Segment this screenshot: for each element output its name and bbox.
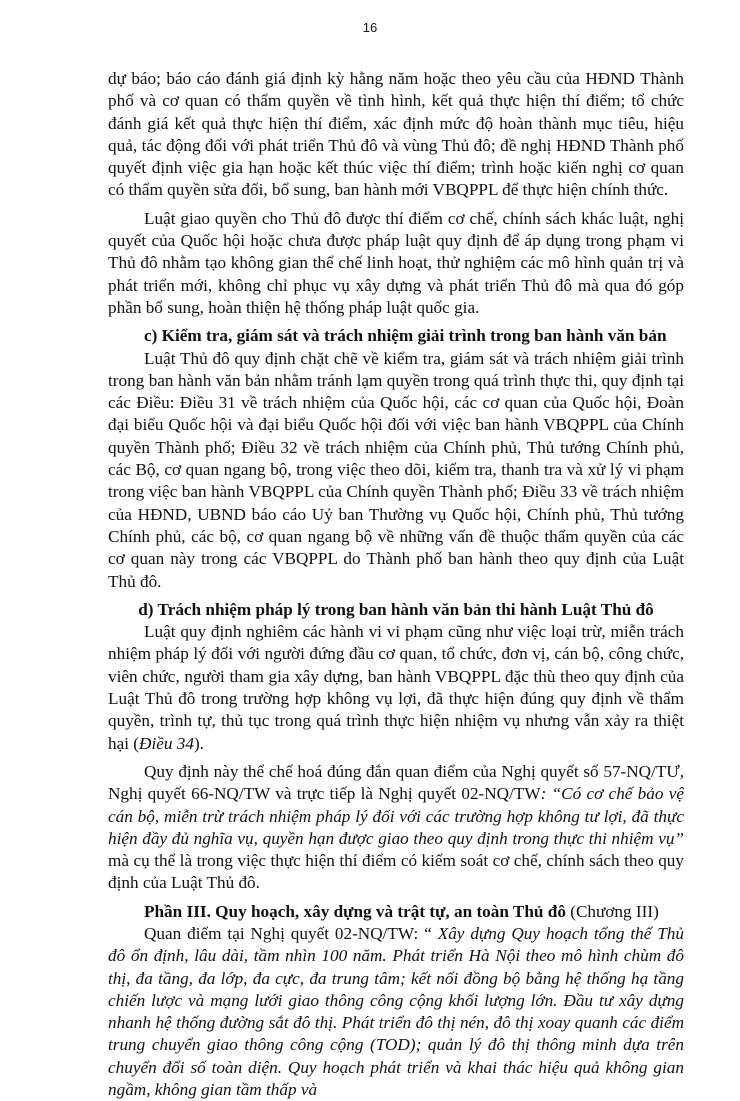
- paragraph-legal-liability: [108, 621, 684, 755]
- liability-text: Luật quy định nghiêm các hành vi vi phạm cũng như việc loại trừ, miễn trách nhiệm pháp lý đối với người đứng đầu cơ quan, tổ chức, đơn vị, cán bộ, công chức, viên chức, người tham gia xây dựng, ban hành VBQPPL đặc thù theo quy định của Luật Thủ đô trong trường hợp không vụ lợi, đã thực hiện đúng quy định về thẩm quyền, trình tự, thủ tục trong quá trình thực hiện nhiệm vụ nhưng vẫn xảy ra thiệt hại (: [108, 622, 684, 753]
- resolution-end: mà cụ thể là trong việc thực hiện thí điểm có kiểm soát cơ chế, chính sách theo quy định của Luật Thủ đô.: [108, 851, 684, 893]
- section-heading-c: c) Kiểm tra, giám sát và trách nhiệm giải trình trong ban hành văn bản: [144, 326, 667, 346]
- planning-quote: Xây dựng Quy hoạch tổng thể Thủ đô ổn định, lâu dài, tầm nhìn 100 năm. Phát triển Hà Nội theo mô hình chùm đô thị, đa tầng, đa lớp, đa cực, đa trung tâm; kết nối đồng bộ bằng hệ thống hạ tầng chiến lược và mạng lưới giao thông công cộng khối lượng lớn. Đầu tư xây dựng nhanh hệ thống đường sắt đô thị. Phát triển đô thị nén, đô thị xoay quanh các điểm trung chuyển giao thông công cộng (TOD); quản lý đô thị thông minh dựa trên chuyển đổi số toàn diện. Quy hoạch phát triển và khai thác hiệu quả không gian ngầm, không gian tầm thấp và: [108, 923, 684, 1100]
- part-three-title: Phần III. Quy hoạch, xây dựng và trật tự, an toàn Thủ đô: [144, 901, 566, 921]
- article-reference: Điều 34: [139, 733, 194, 753]
- planning-intro: Quan điểm tại Nghị quyết 02-NQ/TW: “: [144, 923, 438, 943]
- resolution-quote: : “Có cơ chế bảo vệ cán bộ, miễn trừ trách nhiệm pháp lý đối với các trường hợp không tư lợi, đã thực hiện đầy đủ nghĩa vụ, quyền hạn được giao theo quy định trong thực thi nhiệm vụ”: [108, 784, 684, 848]
- paragraph-pilot-authority: Luật giao quyền cho Thủ đô được thí điểm cơ chế, chính sách khác luật, nghị quyết của Quốc hội hoặc chưa được pháp luật quy định để áp dụng trong phạm vi Thủ đô nhằm tạo không gian thể chế linh hoạt, thử nghiệm các mô hình quản trị và phát triển mới, không chỉ phục vụ xây dựng và phát triển Thủ đô mà qua đó góp phần bổ sung, hoàn thiện hệ thống pháp luật quốc gia.: [108, 208, 684, 317]
- paragraph-pilot-reporting: dự báo; báo cáo đánh giá định kỳ hằng năm hoặc theo yêu cầu của HĐND Thành phố và cơ quan có thẩm quyền về tình hình, kết quả thực hiện thí điểm; tổ chức đánh giá kết quả thực hiện thí điểm, xác định mức độ hoàn thành mục tiêu, hiệu quả, tác động đối với phát triển Thủ đô và vùng Thủ đô; đề nghị HĐND Thành phố quyết định việc gia hạn hoặc kết thúc việc thí điểm; trình hoặc kiến nghị cơ quan có thẩm quyền sửa đổi, bổ sung, ban hành mới VBQPPL để thực hiện chính thức.: [108, 69, 684, 200]
- paragraph-supervision: Luật Thủ đô quy định chặt chẽ về kiểm tra, giám sát và trách nhiệm giải trình trong ban hành văn bản nhằm tránh lạm quyền trong quá trình thực thi, quy định tại các Điều: Điều 31 về trách nhiệm của Quốc hội, các cơ quan của Quốc hội, Đoàn đại biểu Quốc hội và đại biểu Quốc hội đối với việc ban hành VBQPPL của Chính quyền Thành phố; Điều 32 về trách nhiệm của Chính phủ, Thủ tướng Chính phủ, các Bộ, cơ quan ngang bộ, trong việc theo dõi, kiểm tra, thanh tra và xử lý vi phạm trong việc ban hành VBQPPL của Chính quyền Thành phố; Điều 33 về trách nhiệm của HĐND, UBND báo cáo Uỷ ban Thường vụ Quốc hội, Chính phủ, Thủ tướng Chính phủ, các bộ, cơ quan ngang bộ về những vấn đề thuộc thẩm quyền của các cơ quan này trong các VBQPPL do Thành phố ban hành theo quy định của Luật Thủ đô.: [108, 348, 684, 591]
- liability-text-end: ).: [193, 733, 204, 753]
- part-three-heading: [108, 901, 684, 923]
- part-three-chapter: (Chương III): [565, 901, 659, 921]
- document-body: [108, 68, 684, 1101]
- section-heading-d: d) Trách nhiệm pháp lý trong ban hành văn bản thi hành Luật Thủ đô: [138, 599, 654, 619]
- resolution-intro: Quy định này thể chế hoá đúng đắn quan điểm của Nghị quyết số 57-NQ/TƯ, Nghị quyết 66-NQ/TW và trực tiếp là Nghị quyết 02-NQ/TW: [108, 761, 684, 804]
- paragraph-planning-viewpoint: [108, 923, 684, 1101]
- paragraph-resolution-quote: [108, 761, 684, 895]
- page-number: 16: [362, 20, 378, 35]
